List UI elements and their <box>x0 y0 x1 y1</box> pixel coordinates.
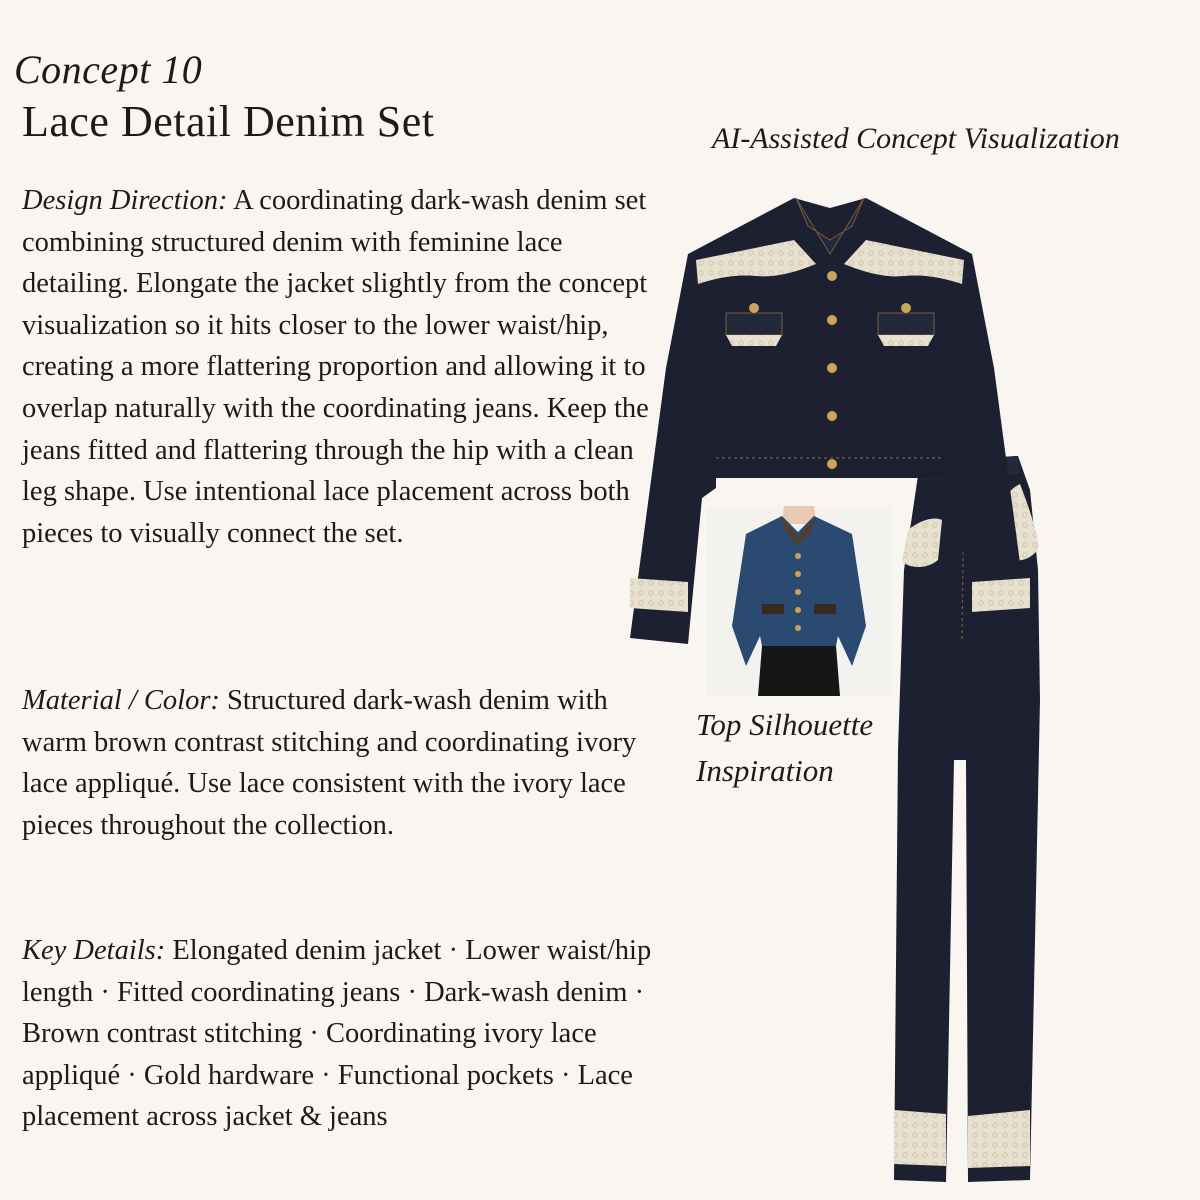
page-title: Lace Detail Denim Set <box>22 97 435 146</box>
inspiration-photo <box>706 506 892 696</box>
visualization-caption: AI-Assisted Concept Visualization <box>712 122 1120 155</box>
key-details-text: Elongated denim jacket · Lower waist/hip length · Fitted coordinating jeans · Dark-wash denim · Brown contrast stitching · Coordinating ivory lace appliqué · Gold hardware · Functional pockets · Lace placement across jacket & jeans <box>22 935 652 1133</box>
material-color-label: Material / Color: <box>22 685 220 716</box>
inspiration-jacket-image <box>706 506 892 696</box>
material-color-text: Structured dark-wash denim with warm brown contrast stitching and coordinating ivory lace appliqué. Use lace consistent with the ivory lace pieces throughout the collection. <box>22 685 637 841</box>
design-direction-label: Design Direction: <box>22 185 228 216</box>
design-direction-paragraph <box>22 180 662 554</box>
key-details-label: Key Details: <box>22 935 166 966</box>
material-color-paragraph <box>22 680 662 846</box>
concept-number: Concept 10 <box>14 47 203 92</box>
key-details-paragraph <box>22 930 662 1138</box>
inspiration-caption: Top Silhouette Inspiration <box>696 707 874 788</box>
design-direction-text: A coordinating dark-wash denim set combining structured denim with feminine lace detailing. Elongate the jacket slightly from the concept visualization so it hits closer to the lower waist/hip, creating a more flattering proportion and allowing it to overlap naturally with the coordinating jeans. Keep the jeans fitted and flattering through the hip with a clean leg shape. Use intentional lace placement across both pieces to visually connect the set. <box>22 185 649 549</box>
